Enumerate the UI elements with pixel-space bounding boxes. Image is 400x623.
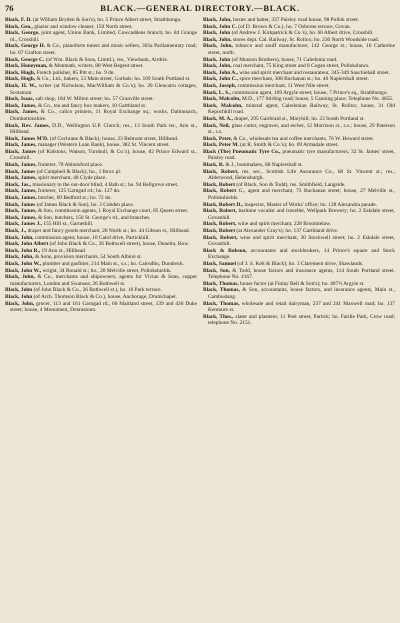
directory-entry (5, 274, 197, 287)
entry-details: (of Cochrane & Black); house, 23 Belmont street, Hillhead. (48, 135, 179, 142)
entry-name: Black, Peter M. (203, 142, 239, 149)
entry-details: G., agent and merchant, 73 Buchanan street; house, 27 Melville st., Pollokshields. (208, 188, 395, 202)
entry-name: Black, John (5, 287, 33, 294)
entry-details: commission merchant, 11 West Nile street. (236, 82, 330, 89)
entry-name: Black, Robert D., (203, 201, 243, 208)
entry-name: Black, Malcolm, (203, 96, 241, 103)
entry-name: Black, Robert, (203, 234, 238, 241)
entry-details: glazier and window cleaner, 150 North street. (32, 23, 133, 30)
entry-details: (at R. Smith & Co.'s); ho. 69 Armadale street. (238, 142, 339, 149)
entry-name: Black, Robert, (203, 168, 239, 175)
entry-details: grocer, 113 and 161 Garngad rd., 66 Maitland street, 139 and 430 Duke street; house, 4 Monument, Dennistoun. (10, 300, 197, 314)
entry-details: & Co., tea and fancy box makers, 10 Garthland st. (36, 102, 147, 109)
entry-name: Black, James, (5, 195, 37, 202)
directory-entry (203, 83, 395, 90)
entry-name: Black & Robson, (203, 247, 247, 254)
directory-entry (5, 123, 197, 136)
directory-entry (5, 76, 197, 83)
entry-name: Black (The) Pneumatic Tyre Co., (203, 148, 281, 155)
entry-name: Black, Robert, (203, 221, 237, 228)
entry-name: Black, James, (5, 162, 37, 169)
entry-details: draper, 295 Gairbraid st., Maryhill; ho. 23 South Portland st. (232, 115, 365, 122)
entry-details: res. sec., Scottish Life Assurance Co., 68 St. Vincent st.; res., Alderwood, Helensburgh. (208, 168, 395, 182)
entry-details: spice merchant, 308 Buchanan st.; ho. 40 Napiershall street. (238, 76, 369, 83)
entry-name: Black, Neil, (203, 122, 230, 129)
entry-details: M.D., 177 Stirling road; house, 5 Canning place. Telephone No. 4855. (240, 96, 394, 103)
entry-name: Black, H. W., (5, 82, 37, 89)
entry-name: Black, Thos., (203, 313, 234, 320)
entry-details: & Todd, house factors and insurance agents, 114 South Portland street. Telephone No. 4167. (208, 267, 395, 281)
left-column (5, 17, 197, 621)
entry-details: wine and spirit merchant, 30 Stockwell street; ho. 2 Eskdale street, Govanhill. (208, 234, 395, 248)
directory-entry (203, 261, 395, 268)
entry-name: Black, Honeyman, (5, 63, 48, 70)
entry-details: & Son, accountants, house factors, and insurance agents, Main st., Cambuslang. (208, 287, 395, 300)
directory-entry (203, 116, 395, 123)
entry-details: & Co., wholesale tea and coffee merchants, 76 W. Howard street. (232, 135, 375, 142)
entry-name: Black, J., (5, 228, 27, 234)
entry-name: Black, John, (203, 63, 232, 70)
entry-details: mineral agent, Caledonian Railway, St. Rollox; house, 31 Old Kepochhill road. (208, 102, 395, 116)
entry-details: joint agent, Union Bank, Limited, Cowcaddens branch; bo. 84 Grange rd., Crosshill. (10, 30, 197, 43)
entry-details: fruiterer, 70 Abbotsford place. (36, 162, 104, 169)
directory-entry (5, 202, 197, 209)
running-title: BLACK.—GENERAL DIRECTORY.—BLACK. (100, 3, 300, 13)
entry-name: Black, Robert (203, 181, 236, 188)
entry-name: Black, James (5, 148, 36, 155)
entry-details: fruiterer, 125 Garngad rd.; ho. 127 do. (36, 188, 121, 195)
entry-name: Black, John W., (5, 267, 42, 274)
entry-details: & Co., merchants and shipowners, agents for Vivian & Sons, copper manufacturers, London and Swansea; 26 Bothwell st. (10, 274, 197, 287)
directory-entry (203, 43, 395, 56)
entry-details: (of Kidstons, Watson, Turnbull, & Co.'s), house, 82 Prince Edward st., Crosshill. (10, 148, 197, 162)
directory-entry (203, 314, 395, 327)
directory-entry (5, 254, 197, 261)
entry-name: Black, John, (203, 43, 233, 50)
entry-details: inspector, Master of Works' office; ho. 128 Alexandra parade. (242, 201, 377, 208)
entry-name: Black, James, (5, 109, 38, 116)
directory-entry (203, 63, 395, 70)
directory-entry (203, 169, 395, 182)
directory-entry (203, 235, 395, 248)
directory-entry (203, 221, 395, 228)
directory-entry (5, 162, 197, 169)
directory-entry (5, 221, 197, 228)
directory-entry (5, 287, 197, 294)
entry-details: (of James Black & Son), ho. 3 Cobden place. (35, 201, 135, 208)
entry-details: glass cutter, engraver, and etcher, 12 Morrison st., s.s.; house, 29 Paterson st., s.s. (208, 122, 395, 136)
directory-entry (5, 103, 197, 110)
entry-details: salt shop, 184 W. Milton street; ho. 57 Granville street. (34, 96, 154, 103)
entry-name: Black, John (203, 30, 231, 37)
entry-details: & J., bootmakers, 88 Napiershall st. (224, 162, 303, 169)
entry-name: Black, George H. (5, 43, 46, 50)
entry-name: Black, Rev. James, (5, 122, 50, 129)
entry-details: tobacco and snuff manufacturer, 142 George st.; house, 16 Catherine street, north. (208, 43, 395, 56)
entry-name: Black, Robert (203, 228, 236, 234)
entry-name: Black, F. D. (5, 17, 32, 23)
entry-name: Black, John Albert (5, 241, 49, 248)
directory-entry (203, 182, 395, 189)
page-number: 76 (5, 3, 14, 13)
entry-name: Black, John C., (203, 76, 239, 83)
entry-name: Black, George C. (5, 56, 45, 63)
entry-details: wright, 34 Ronald st.; ho., 20 Melville street, Pollokshields. (41, 267, 172, 274)
entry-details: bosier and hatter, 337 Paisley road house, 98 Pollok street. (231, 17, 360, 23)
directory-entry (5, 215, 197, 222)
entry-details: (of J. S. Kelt & Black); ho. 3 Clarement drive, Shawlands. (235, 260, 364, 267)
entry-name: Black, James, (5, 142, 37, 149)
entry-name: Black, John, (5, 274, 35, 281)
directory-entry (5, 57, 197, 64)
entry-details: accountants and stockbrokers, 14 Prince's square and Stock Exchange. (208, 247, 395, 261)
directory-entry (203, 57, 395, 64)
directory-entry (203, 228, 395, 235)
directory-entry (203, 248, 395, 261)
entry-name: Black, John A., (203, 69, 238, 76)
directory-entry (5, 70, 197, 77)
entry-name: Black, Robert, (203, 208, 237, 215)
entry-details: draper and fancy goods merchant, 28 North st.; ho. 44 Gibson st., Hillhead. (26, 228, 190, 234)
entry-details: manager (Western Loan Bank), house, 382 St. Vincent street. (36, 142, 170, 149)
entry-name: Black, John (203, 56, 231, 63)
directory-entry (203, 70, 395, 77)
entry-details: (of Campbell & Black), ho., 1 Ibrox pl. (35, 168, 122, 175)
entry-name: Black, James, (5, 175, 37, 182)
entry-name: Black, Thomas, (203, 300, 240, 307)
directory-entry (5, 109, 197, 122)
entry-name: Black, Peter, (203, 135, 232, 142)
entry-name: Black, John, (5, 300, 35, 307)
directory-entry (5, 17, 197, 24)
directory-entry (203, 188, 395, 201)
entry-details: (of D. Brown & Co.), ho. 7 Osborne terrace, Govan. (236, 23, 351, 30)
entry-name: Black, James (5, 201, 36, 208)
entry-details: baritone vocalist and traveller, Wellpark Brewery; ho. 2 Eskdale street, Govanhill. (208, 208, 395, 221)
directory-entry (5, 24, 197, 31)
entry-details: butcher, 69 Bedford st.; ho. 72 do. (36, 195, 112, 202)
entry-details: (of Black, Son & Todd), res. Smithfield, Langside. (235, 181, 346, 188)
entry-details: & Son, commission agents, 1 Royal Exchange court, 85 Queen street. (36, 208, 189, 215)
entry-name: Black, L. S., (203, 89, 231, 96)
directory-entry (5, 43, 197, 56)
entry-name: Black, James, (5, 208, 37, 215)
directory-entry (5, 142, 197, 149)
entry-name: Black, James M'D. (5, 135, 49, 142)
entry-details: wholesale and retail dairyman, 237 and 241 Maxwell road; ho. 137 Kenmure st. (208, 300, 395, 314)
entry-name: Black, John (5, 293, 33, 300)
directory-entry (203, 17, 395, 24)
directory-columns (5, 17, 395, 621)
entry-details: house factor (at Finlay Bell & Son's); ho. 407½ Argyle st. (238, 280, 365, 287)
entry-name: Black, James (5, 168, 36, 175)
entry-details: missionary to the out-door blind, 4 Bath st.; ho. 94 Bellgrove street. (31, 181, 179, 188)
entry-details: stores dept. Cal. Railway, St. Rollox; ho. 230 North Woodside road. (231, 36, 380, 43)
entry-name: Black, R. (203, 162, 225, 169)
directory-entry (5, 294, 197, 301)
directory-entry (5, 63, 197, 70)
directory-entry (5, 195, 197, 202)
directory-entry (203, 142, 395, 149)
entry-name: Black, M. A., (203, 115, 233, 122)
directory-entry (5, 175, 197, 182)
entry-name: Black, James, (5, 214, 37, 221)
directory-entry (5, 241, 197, 248)
entry-details: (of Munson Brothers), house, 71 Caledonia road. (230, 56, 338, 63)
entry-name: Black, Thomas, (203, 280, 239, 287)
entry-details: French polisher, 85 Pitt st.; ho. 9 do. (35, 69, 115, 76)
directory-entry (203, 149, 395, 162)
directory-entry (5, 261, 197, 268)
entry-details: & Monteath, writers, 88 West Regent street. (47, 63, 144, 70)
entry-details: wine and spirit merchant and restaurateur, 345-349 Sauchiehall street. (237, 69, 390, 76)
entry-details: pneumatic tyre manufacturers, 32 St. James' street, Paisley road. (208, 148, 395, 162)
entry-details: 155 Hill st., Garnethill. (41, 221, 94, 228)
entry-details: (of John Black & Co., 26 Bothwell street), house, Dunelra, Row. (48, 241, 190, 248)
entry-details: & Co., pianoforte tuners and music sellers, 303a Parliamentary road; ho. 67 Grafton street. (10, 43, 197, 56)
right-column (203, 17, 395, 621)
directory-entry (5, 30, 197, 43)
directory-entry (203, 76, 395, 83)
entry-name: Black, John, (203, 36, 232, 43)
entry-details: (of Wm. Black & Sons, Limtd.), res., Viewbank, Airdrie. (44, 56, 169, 63)
entry-details: (at Alexander Gray's); ho. 137 Garthland drive. (235, 228, 339, 234)
entry-details: coal merchant, 75 King street and 8 Cogan street, Pollokshaws. (231, 63, 370, 70)
entry-details: D.D., Wellington U.P. Church; res., 13 South Park ter., Ann st., Hillhead. (10, 122, 197, 136)
directory-entry (5, 301, 197, 314)
entry-details: spirit merchant, 48 Clyde place. (36, 175, 107, 182)
directory-entry (203, 301, 395, 314)
directory-entry (5, 83, 197, 96)
entry-details: & Co., Ltd., bakers, 53 Main street, Gorbals; ho. 109 South Portland st. (35, 76, 191, 83)
entry-details: (of Arch. Thomson Black & Co.), house, Anchorage, Drumchapel. (32, 293, 177, 300)
entry-name: Black, James J., (5, 221, 42, 228)
entry-name: Black, James, (5, 188, 37, 195)
directory-entry (203, 30, 395, 37)
directory-entry (5, 169, 197, 176)
directory-entry (5, 228, 197, 235)
entry-name: Black, Robert (203, 188, 237, 195)
entry-details: & Sons, provision merchants, 54 South Albion st. (33, 254, 142, 261)
entry-name: Black, John C. (203, 23, 237, 30)
directory-entry (203, 268, 395, 281)
entry-name: Black, Isaac, (5, 96, 35, 103)
entry-name: Black, Joseph, (203, 82, 237, 89)
directory-entry (203, 123, 395, 136)
entry-details: (of Andrew J. Kirkpatrick & Co.'s), ho. 60 Albert drive, Crosshill. (230, 30, 374, 37)
entry-name: Black, Thomas, (203, 287, 240, 294)
entry-name: Black, John R., (5, 247, 41, 254)
entry-details: (at William Bryden & Son's), bo. 5 Prince Albert street, Strathbungo. (31, 17, 182, 23)
entry-details: commission agent, 109 Argyle street; house, 7 Prince's sq., Strathbungo. (230, 89, 388, 96)
directory-entry (203, 90, 395, 97)
entry-details: 19 Ann st., Hillhead. (40, 247, 87, 254)
entry-name: Black, Malcolm, (203, 102, 243, 109)
entry-name: Black, James, (5, 102, 37, 109)
directory-entry (5, 208, 197, 215)
entry-details: commission agent; house, 10 Caird drive, Partickhill. (33, 234, 150, 241)
entry-name: Black, George, (5, 30, 40, 37)
entry-details: wine and spirit merchant, 228 Broomielaw. (236, 221, 331, 228)
entry-name: Black, John, (5, 254, 34, 261)
directory-entry (203, 96, 395, 103)
directory-entry (203, 287, 395, 300)
entry-name: Black, Hugh, (5, 69, 36, 76)
page-header (5, 3, 395, 15)
directory-entry (5, 149, 197, 162)
entry-name: Black, Geo., (5, 23, 33, 30)
entry-name: Black, Son, (203, 267, 230, 274)
directory-entry (203, 103, 395, 116)
entry-name: Black, Hugh, (5, 76, 36, 83)
directory-entry (203, 162, 395, 169)
entry-details: & Son, butchers, 156 St. George's rd., and branches. (36, 214, 151, 221)
directory-entry (5, 248, 197, 255)
directory-entry (203, 202, 395, 209)
entry-name: Black, John W., (5, 260, 42, 267)
entry-details: (of John Black & Co., 26 Bothwell st.), ho. 16 Park terrace. (32, 287, 162, 294)
directory-entry (203, 208, 395, 221)
entry-name: Black, John, (203, 17, 232, 23)
entry-details: writer (at Nicholson, MacWilliam & Co.'s); ho. 20 Glencairn cottages, Scotstoun. (10, 82, 197, 96)
entry-details: slater and plasterer, 11 Peel street, Partick; ho. Fairlie Park, Crow road; telephone No. 2151. (208, 313, 395, 327)
entry-name: Black, Samuel (203, 260, 236, 267)
entry-name: Black, John, (5, 234, 34, 241)
entry-details: plumber and gasfitter, 214 Main st., s.s.; ho. Cairndhu, Dundreck. (41, 260, 185, 267)
entry-name: Black, Jas., (5, 181, 32, 188)
directory-entry (5, 96, 197, 103)
entry-details: & Co., calico printers, 11 Royal Exchange sq.; works, Dalmonach, Dumbartonshire. (10, 109, 197, 122)
